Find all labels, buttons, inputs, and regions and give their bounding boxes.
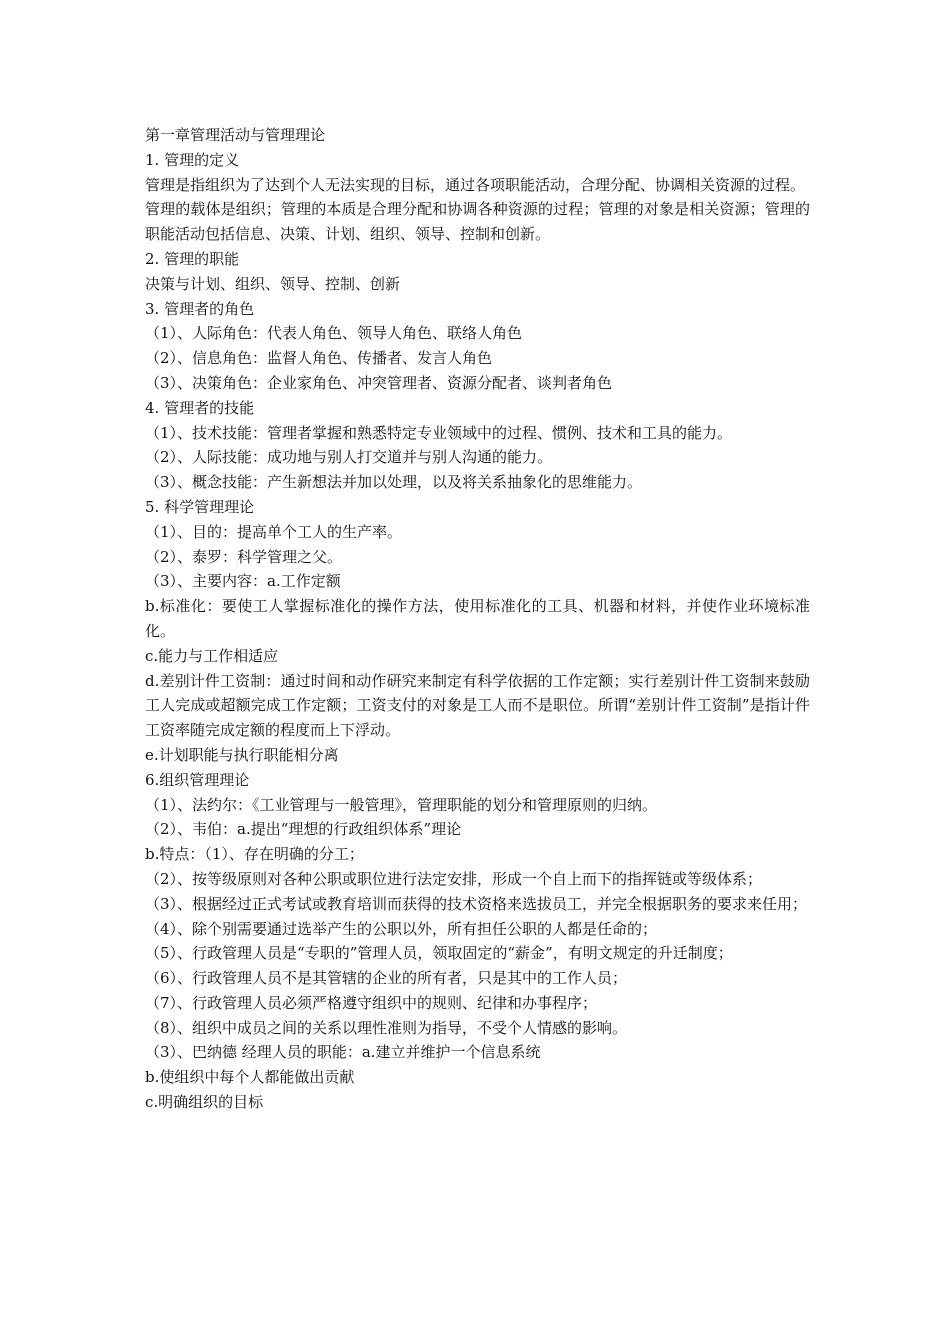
paragraph: 管理的载体是组织；管理的本质是合理分配和协调各种资源的过程；管理的对象是相关资源；管理的职能活动包括信息、决策、计划、组织、领导、控制和创新。 bbox=[145, 200, 810, 244]
list-item: c.明确组织的目标 bbox=[145, 1093, 264, 1112]
list-item: （1）、人际角色：代表人角色、领导人角色、联络人角色 bbox=[145, 324, 523, 343]
list-item: （3）、概念技能：产生新想法并加以处理，以及将关系抽象化的思维能力。 bbox=[145, 473, 643, 492]
list-item: （2）、韦伯：a.提出“理想的行政组织体系”理论 bbox=[145, 820, 462, 839]
section-heading: 6.组织管理理论 bbox=[145, 770, 250, 789]
paragraph: 管理是指组织为了达到个人无法实现的目标，通过各项职能活动，合理分配、协调相关资源的过程。 bbox=[145, 175, 806, 194]
section-heading: 4. 管理者的技能 bbox=[145, 398, 255, 417]
list-item: （2）、泰罗：科学管理之父。 bbox=[145, 547, 343, 566]
list-item: （3）、巴纳德 经理人员的职能：a.建立并维护一个信息系统 bbox=[145, 1043, 541, 1062]
paragraph: 决策与计划、组织、领导、控制、创新 bbox=[145, 274, 401, 293]
list-item: （2）、信息角色：监督人角色、传播者、发言人角色 bbox=[145, 349, 493, 368]
list-item: （1）、法约尔：《工业管理与一般管理》，管理职能的划分和管理原则的归纳。 bbox=[145, 795, 658, 814]
chapter-title: 第一章管理活动与管理理论 bbox=[145, 126, 326, 144]
list-item: b.特点：（1）、存在明确的分工； bbox=[145, 845, 364, 864]
list-item: （3）、决策角色：企业家角色、冲突管理者、资源分配者、谈判者角色 bbox=[145, 373, 613, 392]
document-body bbox=[145, 123, 810, 1115]
section-heading: 3. 管理者的角色 bbox=[145, 299, 255, 318]
list-item: （3）、主要内容：a.工作定额 bbox=[145, 572, 341, 591]
list-item: d.差别计件工资制：通过时间和动作研究来制定有科学依据的工作定额；实行差别计件工资制来鼓励工人完成或超额完成工作定额；工资支付的对象是工人而不是职位。所谓“差别计件工资制”是指计件工资率随完成定额的程度而上下浮动。 bbox=[145, 671, 810, 740]
list-item: （6）、行政管理人员不是其管辖的企业的所有者，只是其中的工作人员； bbox=[145, 969, 628, 988]
section-heading: 5. 科学管理理论 bbox=[145, 497, 255, 516]
list-item: （3）、根据经过正式考试或教育培训而获得的技术资格来选拔员工，并完全根据职务的要求来任用； bbox=[145, 894, 808, 913]
list-item: c.能力与工作相适应 bbox=[145, 646, 279, 665]
list-item: （8）、组织中成员之间的关系以理性准则为指导，不受个人情感的影响。 bbox=[145, 1018, 628, 1037]
list-item: e.计划职能与执行职能相分离 bbox=[145, 745, 339, 764]
list-item: （7）、行政管理人员必须严格遵守组织中的规则、纪律和办事程序； bbox=[145, 993, 598, 1012]
list-item: （2）、按等级原则对各种公职或职位进行法定安排，形成一个自上而下的指挥链或等级体系； bbox=[145, 869, 763, 888]
list-item: b.标准化：要使工人掌握标准化的操作方法，使用标准化的工具、机器和材料，并使作业环境标准化。 bbox=[145, 597, 810, 640]
list-item: （1）、目的：提高单个工人的生产率。 bbox=[145, 522, 403, 541]
list-item: b.使组织中每个人都能做出贡献 bbox=[145, 1068, 355, 1087]
list-item: （5）、行政管理人员是“专职的”管理人员，领取固定的“薪金”，有明文规定的升迁制度； bbox=[145, 944, 733, 963]
section-heading: 2. 管理的职能 bbox=[145, 249, 240, 268]
list-item: （1）、技术技能：管理者掌握和熟悉特定专业领域中的过程、惯例、技术和工具的能力。 bbox=[145, 423, 733, 442]
list-item: （4）、除个别需要通过选举产生的公职以外，所有担任公职的人都是任命的； bbox=[145, 919, 658, 938]
section-heading: 1. 管理的定义 bbox=[145, 150, 240, 169]
list-item: （2）、人际技能：成功地与别人打交道并与别人沟通的能力。 bbox=[145, 448, 553, 467]
